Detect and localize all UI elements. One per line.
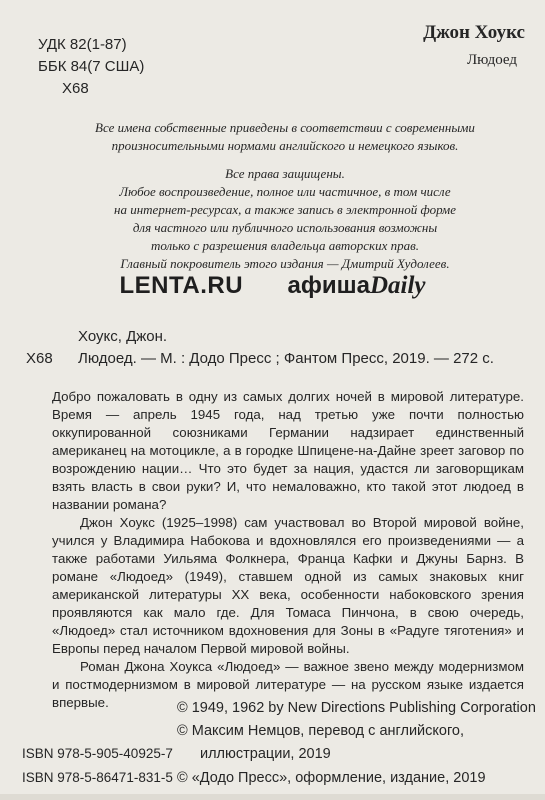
copyright-line: © 1949, 1962 by New Directions Publishing Corporation <box>177 700 536 716</box>
daily-logo-text: Daily <box>369 272 426 299</box>
udk-code: УДК 82(1-87) <box>38 36 127 53</box>
sponsor-logos <box>0 272 545 300</box>
notice-line: произносительными нормами английского и немецкого языков. <box>111 138 459 153</box>
copyright-line: © Максим Немцов, перевод с английского, <box>177 723 465 739</box>
annotation-paragraph: Джон Хоукс (1925–1998) сам участвовал во Второй мировой войне, учился у Владимира Набокова и вдохновлялся его произведениями — а также работами Уильяма Фолкнера, Франца Кафки и Джуны Барнз. В романе «Людоед» (1949), ставшем одной из самых знаковых книг американской литературы XX века, особенности набоковского зрения проявляются как мало где. Для Томаса Пинчона, в свою очередь, «Людоед» стал источником вдохновения для Зоны в «Радуге тяготения» и Европы перед началом Первой мировой войны. <box>52 515 524 656</box>
catalog-code: Х68 <box>26 350 53 367</box>
names-notice <box>60 119 510 155</box>
afisha-logo-text: афиша <box>287 272 370 299</box>
book-author: Джон Хоукс <box>423 22 525 43</box>
page-bottom-edge <box>0 794 545 800</box>
rights-line: только с разрешения владельца авторских прав. <box>150 238 420 253</box>
author-sign: Х68 <box>62 80 89 97</box>
rights-line: на интернет-ресурсах, а также запись в электронной форме <box>114 202 456 217</box>
rights-block <box>60 165 510 273</box>
lenta-logo: LENTA.RU <box>119 272 244 299</box>
isbn-line: ISBN 978-5-905-40925-7 <box>22 746 173 761</box>
book-title: Людоед <box>466 52 517 68</box>
afisha-logo <box>288 272 426 299</box>
catalog-entry: Людоед. — М. : Додо Пресс ; Фантом Пресс, 2019. — 272 с. <box>78 350 494 367</box>
patron-line: Главный покровитель этого издания — Дмитрий Худолеев. <box>120 256 450 271</box>
rights-line: Любое воспроизведение, полное или частичное, в том числе <box>119 184 451 199</box>
notice-line: Все имена собственные приведены в соответствии с современными <box>95 120 475 135</box>
annotation-paragraph: Добро пожаловать в одну из самых долгих ночей в мировой литературе. Время — апрель 1945 года, над третью уже почти полностью оккупированной союзниками Германии надзирает единственный американец на мотоцикле, а в городке Шпицене-на-Дайне зреет заговор по возрождению нации… Что это будет за нация, удастся ли заговорщикам взять власть в свои руки? И, что немаловажно, кто такой этот людоед в названии романа? <box>52 389 524 512</box>
rights-line: Все права защищены. <box>225 166 345 181</box>
rights-line: для частного или публичного использования возможны <box>132 220 438 235</box>
copyright-line-continued: иллюстрации, 2019 <box>200 746 331 762</box>
catalog-author: Хоукс, Джон. <box>78 328 168 345</box>
bbk-code: ББК 84(7 США) <box>38 58 145 75</box>
isbn-line: ISBN 978-5-86471-831-5 <box>22 770 173 785</box>
book-annotation <box>52 388 524 712</box>
annotation-paragraph: Роман Джона Хоукса «Людоед» — важное звено между модернизмом и постмодернизмом в мировой литературе — на русском языке издается впервые. <box>52 659 524 710</box>
copyright-line: © «Додо Пресс», оформление, издание, 2019 <box>177 770 486 786</box>
